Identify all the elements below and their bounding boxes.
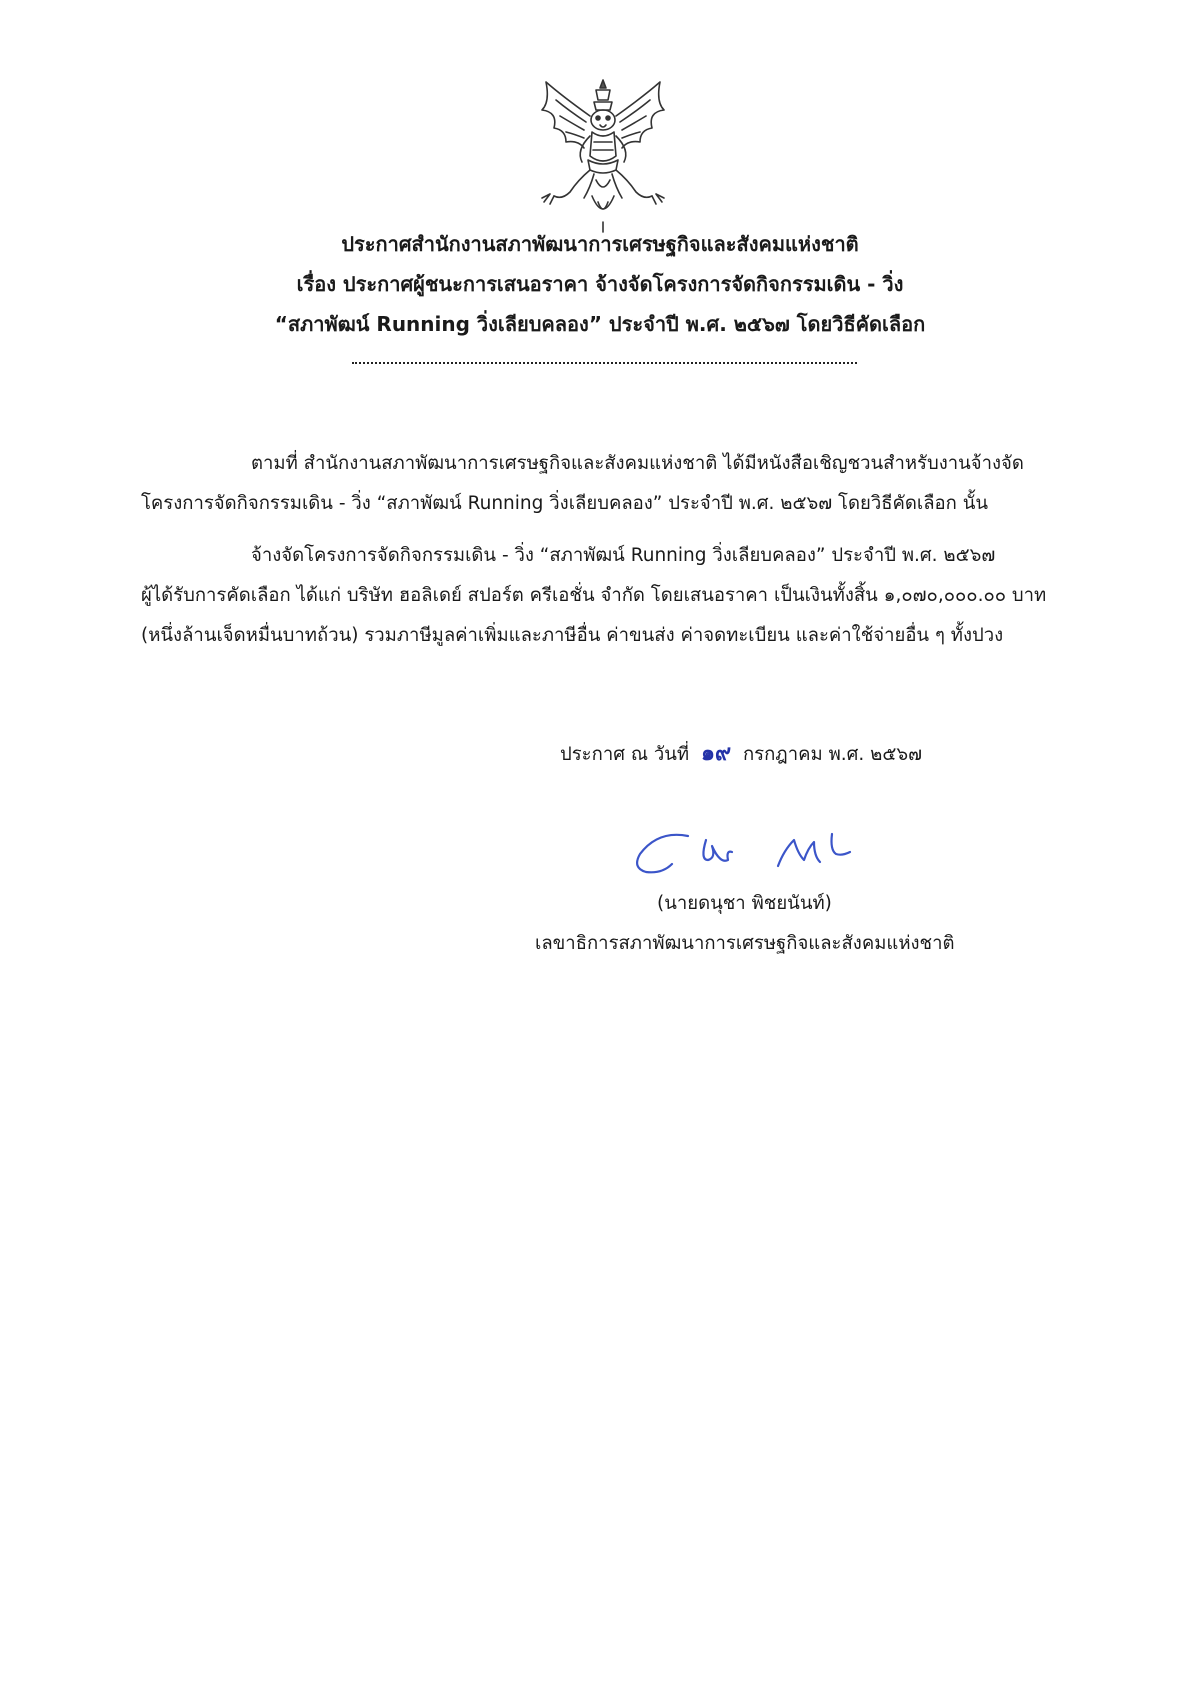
paragraph-2-line-1: จ้างจัดโครงการจัดกิจกรรมเดิน - วิ่ง “สภาพัฒน์ Running วิ่งเลียบคลอง” ประจำปี พ.ศ. ๒๕๖๗: [251, 545, 996, 566]
announcement-date-suffix: กรกฎาคม พ.ศ. ๒๕๖๗: [742, 744, 922, 765]
heading-line-2: เรื่อง ประกาศผู้ชนะการเสนอราคา จ้างจัดโครงการจัดกิจกรรมเดิน - วิ่ง: [296, 272, 904, 296]
dotted-divider: [352, 362, 857, 364]
paragraph-2-line-3: (หนึ่งล้านเจ็ดหมื่นบาทถ้วน) รวมภาษีมูลค่าเพิ่มและภาษีอื่น ค่าขนส่ง ค่าจดทะเบียน และค่าใช้จ่ายอื่น ๆ ทั้งปวง: [141, 625, 1004, 646]
paragraph-1-line-1: ตามที่ สำนักงานสภาพัฒนาการเศรษฐกิจและสังคมแห่งชาติ ได้มีหนังสือเชิญชวนสำหรับงานจ้างจัด: [251, 453, 1024, 474]
heading-line-1: ประกาศสำนักงานสภาพัฒนาการเศรษฐกิจและสังคมแห่งชาติ: [341, 232, 859, 256]
announcement-date: [560, 734, 922, 775]
announcement-heading: [120, 224, 1080, 344]
announcement-day: ๑๙: [701, 741, 732, 766]
paragraph-2: [141, 536, 1066, 656]
garuda-emblem-icon: [532, 76, 674, 236]
signer-name: (นายดนุชา พิชยนันท์): [657, 893, 832, 914]
paragraph-1: [141, 444, 1066, 524]
paragraph-2-line-2: ผู้ได้รับการคัดเลือก ได้แก่ บริษัท ฮอลิเดย์ สปอร์ต ครีเอชั่น จำกัด โดยเสนอราคา เป็นเงินทั้งสิ้น ๑,๐๗๐,๐๐๐.๐๐ บาท: [141, 585, 1047, 606]
announcement-date-prefix: ประกาศ ณ วันที่: [560, 744, 690, 765]
signer-block: [535, 884, 995, 964]
signer-title: เลขาธิการสภาพัฒนาการเศรษฐกิจและสังคมแห่งชาติ: [535, 933, 955, 954]
heading-line-3: “สภาพัฒน์ Running วิ่งเลียบคลอง” ประจำปี พ.ศ. ๒๕๖๗ โดยวิธีคัดเลือก: [274, 312, 926, 336]
paragraph-1-line-2: โครงการจัดกิจกรรมเดิน - วิ่ง “สภาพัฒน์ Running วิ่งเลียบคลอง” ประจำปี พ.ศ. ๒๕๖๗ โดยวิธีคัดเลือก นั้น: [141, 493, 989, 514]
